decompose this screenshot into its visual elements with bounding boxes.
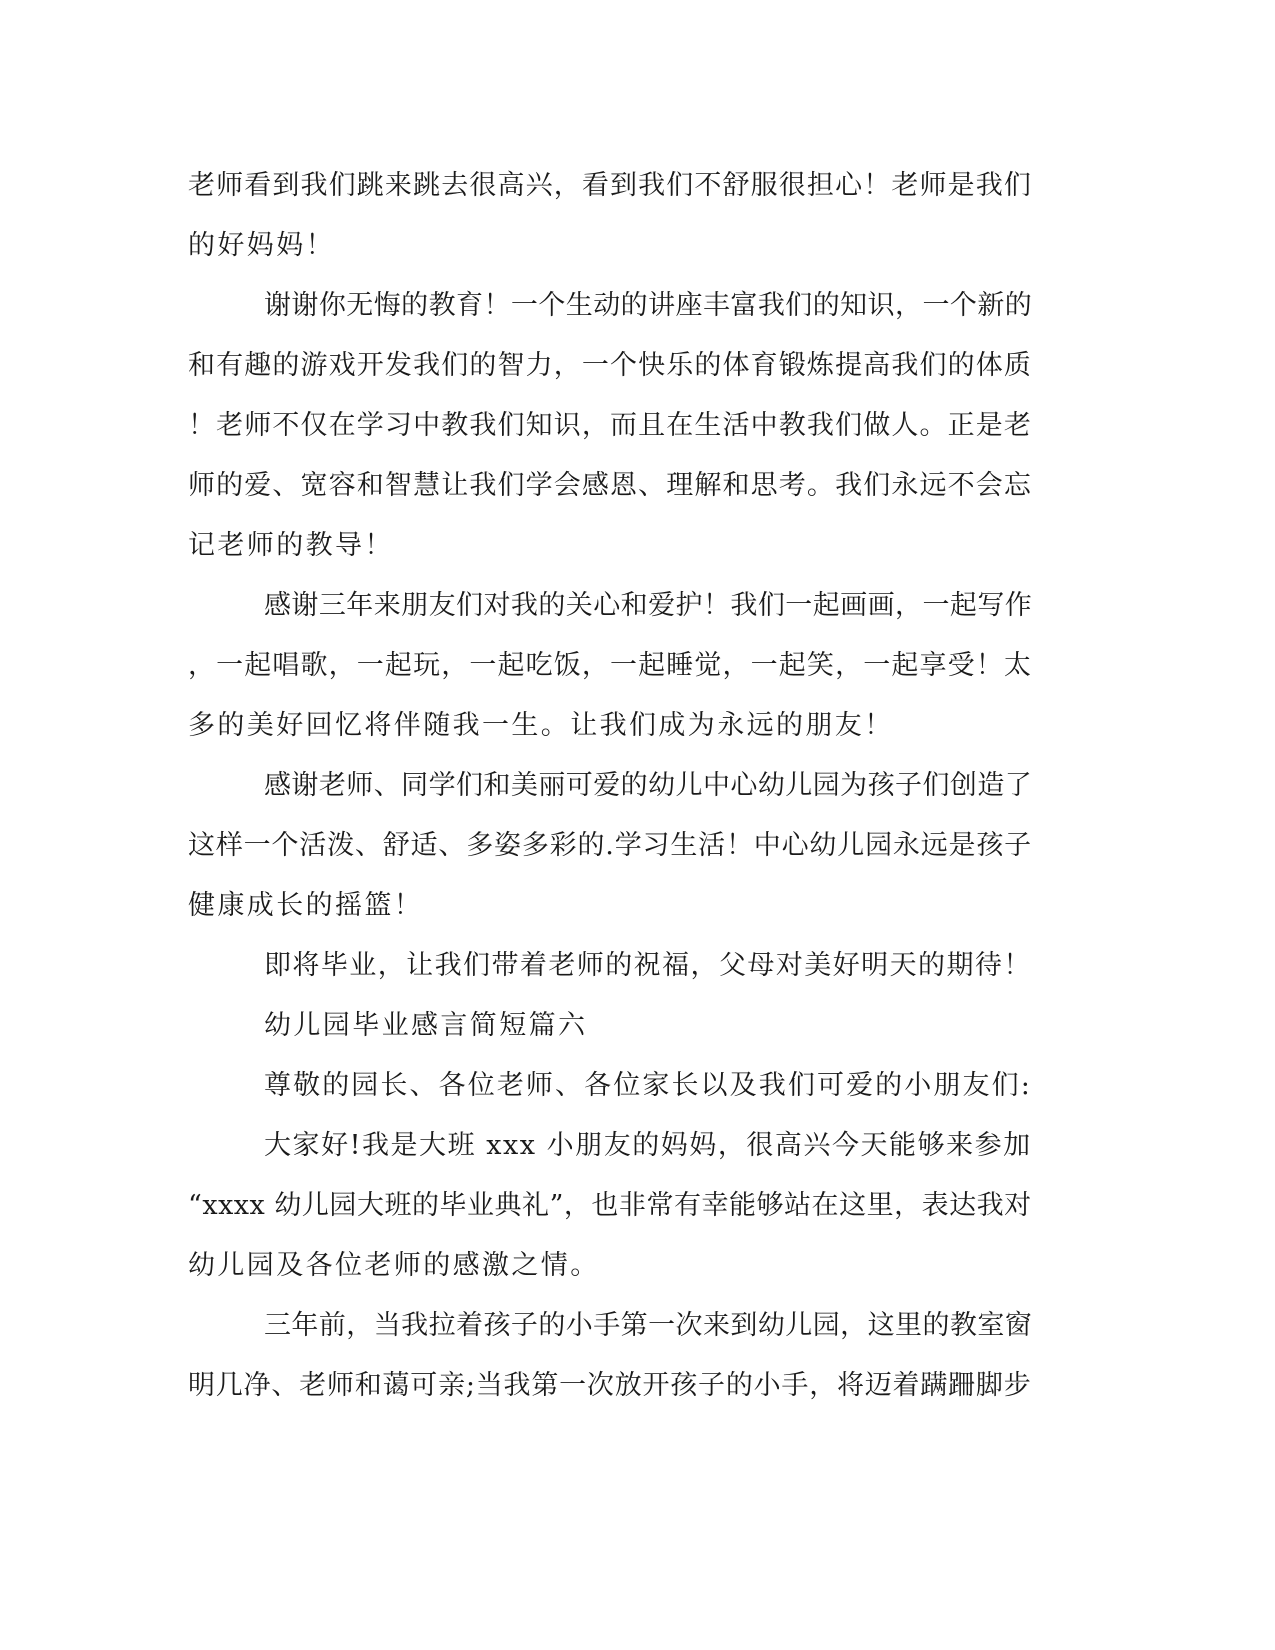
text-line: 师的爱、宽容和智慧让我们学会感恩、理解和思考。我们永远不会忘: [188, 470, 1032, 501]
paragraph-line: 大家好!我是大班 xxx 小朋友的妈妈，很高兴今天能够来参加: [264, 1130, 1032, 1161]
section-heading: 幼儿园毕业感言简短篇六: [264, 1010, 588, 1041]
text-line: 幼儿园及各位老师的感激之情。: [188, 1250, 600, 1281]
text-line: 老师看到我们跳来跳去很高兴，看到我们不舒服很担心！老师是我们: [188, 170, 1032, 201]
paragraph-line: 三年前，当我拉着孩子的小手第一次来到幼儿园，这里的教室窗: [264, 1310, 1033, 1341]
salutation-line: 尊敬的园长、各位老师、各位家长以及我们可爱的小朋友们:: [264, 1070, 1032, 1101]
text-line: 明几净、老师和蔼可亲;当我第一次放开孩子的小手，将迈着蹒跚脚步: [188, 1370, 1032, 1401]
paragraph-line: 谢谢你无悔的教育！一个生动的讲座丰富我们的知识，一个新的: [264, 290, 1033, 321]
paragraph-line: 感谢老师、同学们和美丽可爱的幼儿中心幼儿园为孩子们创造了: [264, 770, 1033, 801]
text-line: 健康成长的摇篮！: [188, 890, 424, 921]
text-line: 的好妈妈！: [188, 230, 335, 261]
text-line: 多的美好回忆将伴随我一生。让我们成为永远的朋友！: [188, 710, 894, 741]
text-line: 记老师的教导！: [188, 530, 394, 561]
text-line: ！老师不仅在学习中教我们知识，而且在生活中教我们做人。正是老: [188, 410, 1032, 441]
paragraph-line: 感谢三年来朋友们对我的关心和爱护！我们一起画画，一起写作: [264, 590, 1033, 621]
paragraph-line: 即将毕业，让我们带着老师的祝福，父母对美好明天的期待！: [264, 950, 1032, 981]
text-line: ，一起唱歌，一起玩，一起吃饭，一起睡觉，一起笑，一起享受！太: [188, 650, 1032, 681]
text-line: “xxxx 幼儿园大班的毕业典礼”，也非常有幸能够站在这里，表达我对: [188, 1190, 1032, 1221]
text-line: 这样一个活泼、舒适、多姿多彩的.学习生活！中心幼儿园永远是孩子: [188, 830, 1032, 861]
text-line: 和有趣的游戏开发我们的智力，一个快乐的体育锻炼提高我们的体质: [188, 350, 1032, 381]
